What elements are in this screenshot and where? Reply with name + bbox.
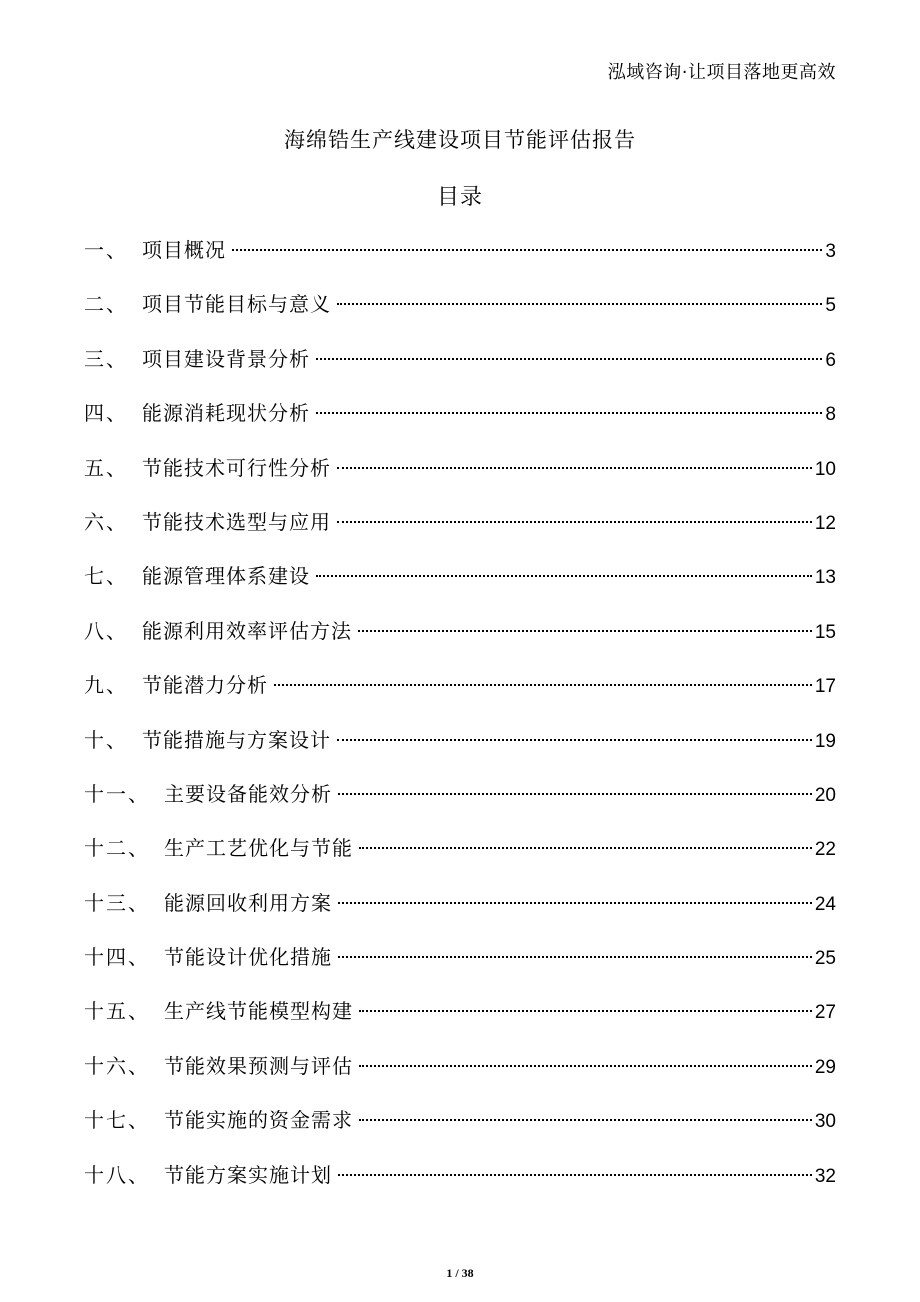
toc-entry-number: 十五、 — [84, 999, 150, 1024]
toc-entry-number: 十一、 — [84, 781, 150, 806]
toc-entry[interactable] — [84, 937, 836, 991]
toc-entry-page: 19 — [814, 730, 836, 752]
toc-entry[interactable] — [84, 665, 836, 719]
toc-entry-title: 节能技术选型与应用 — [142, 509, 331, 534]
toc-dot-leader — [337, 303, 822, 305]
toc-entry-number: 三、 — [84, 346, 128, 371]
toc-entry-page: 15 — [814, 621, 836, 643]
toc-entry-title: 节能措施与方案设计 — [142, 727, 331, 752]
toc-entry[interactable] — [84, 284, 836, 338]
toc-dot-leader — [359, 1065, 812, 1067]
toc-entry-title: 能源管理体系建设 — [142, 564, 310, 589]
toc-dot-leader — [359, 1010, 812, 1012]
toc-dot-leader — [316, 575, 812, 577]
toc-entry-number: 十二、 — [84, 836, 150, 861]
toc-entry[interactable] — [84, 230, 836, 284]
toc-entry[interactable] — [84, 883, 836, 937]
toc-entry-title: 项目节能目标与意义 — [142, 292, 331, 317]
toc-dot-leader — [359, 847, 812, 849]
document-title: 海绵锆生产线建设项目节能评估报告 — [284, 128, 636, 152]
toc-entry-page: 25 — [814, 948, 836, 970]
toc-entry-number: 十七、 — [84, 1108, 150, 1133]
toc-entry-page: 17 — [814, 676, 836, 698]
toc-dot-leader — [338, 793, 812, 795]
toc-entry-page: 22 — [814, 839, 836, 861]
toc-entry[interactable] — [84, 339, 836, 393]
toc-dot-leader — [338, 902, 812, 904]
toc-entry-title: 生产线节能模型构建 — [164, 999, 353, 1024]
toc-entry-page: 6 — [825, 349, 836, 371]
toc-entry[interactable] — [84, 1100, 836, 1154]
toc-entry[interactable] — [84, 448, 836, 502]
toc-entry[interactable] — [84, 1155, 836, 1209]
toc-entry-number: 十六、 — [84, 1053, 150, 1078]
toc-entry-title: 节能方案实施计划 — [164, 1162, 332, 1187]
toc-dot-leader — [359, 1119, 812, 1121]
toc-entry-page: 13 — [814, 567, 836, 589]
toc-dot-leader — [316, 412, 822, 414]
toc-entry-page: 12 — [814, 512, 836, 534]
toc-entry-title: 主要设备能效分析 — [164, 781, 332, 806]
toc-dot-leader — [316, 358, 822, 360]
toc-entry[interactable] — [84, 991, 836, 1045]
toc-entry-title: 项目建设背景分析 — [142, 346, 310, 371]
toc-dot-leader — [358, 630, 812, 632]
toc-entry-number: 十八、 — [84, 1162, 150, 1187]
toc-entry-page: 24 — [814, 893, 836, 915]
toc-entry-page: 3 — [825, 241, 836, 262]
toc-entry-number: 二、 — [84, 292, 128, 317]
toc-entry-title: 生产工艺优化与节能 — [164, 836, 353, 861]
table-of-contents — [84, 230, 836, 1209]
toc-entry-title: 节能技术可行性分析 — [142, 455, 331, 480]
toc-entry-title: 节能实施的资金需求 — [164, 1108, 353, 1133]
toc-entry-title: 能源回收利用方案 — [164, 890, 332, 915]
toc-entry[interactable] — [84, 1046, 836, 1100]
toc-entry-page: 8 — [825, 404, 836, 426]
toc-entry[interactable] — [84, 502, 836, 556]
toc-entry-page: 27 — [814, 1002, 836, 1024]
toc-entry[interactable] — [84, 828, 836, 882]
toc-dot-leader — [274, 684, 812, 686]
toc-entry-page: 20 — [814, 784, 836, 806]
toc-entry-number: 十、 — [84, 727, 128, 752]
toc-entry-page: 5 — [825, 295, 836, 317]
toc-entry-title: 节能效果预测与评估 — [164, 1053, 353, 1078]
toc-entry-number: 一、 — [84, 238, 128, 262]
toc-entry[interactable] — [84, 611, 836, 665]
toc-entry-title: 能源利用效率评估方法 — [142, 618, 352, 643]
toc-entry-number: 八、 — [84, 618, 128, 643]
toc-entry[interactable] — [84, 720, 836, 774]
toc-entry[interactable] — [84, 393, 836, 447]
toc-dot-leader — [337, 739, 812, 741]
toc-entry-page: 30 — [814, 1111, 836, 1133]
toc-entry-number: 十四、 — [84, 945, 150, 970]
toc-dot-leader — [337, 521, 812, 523]
toc-entry-page: 32 — [814, 1165, 836, 1187]
toc-heading: 目录 — [436, 185, 483, 210]
toc-entry-title: 能源消耗现状分析 — [142, 401, 310, 426]
toc-dot-leader — [337, 467, 812, 469]
toc-entry-number: 七、 — [84, 564, 128, 589]
page-indicator: 1 / 38 — [446, 1266, 474, 1280]
toc-entry-page: 29 — [814, 1056, 836, 1078]
toc-dot-leader — [232, 249, 822, 251]
toc-entry-page: 10 — [814, 458, 836, 480]
toc-entry-number: 六、 — [84, 509, 128, 534]
toc-entry-title: 节能潜力分析 — [142, 673, 268, 698]
toc-entry[interactable] — [84, 774, 836, 828]
toc-entry[interactable] — [84, 556, 836, 610]
toc-entry-title: 项目概况 — [142, 238, 226, 262]
toc-entry-title: 节能设计优化措施 — [164, 945, 332, 970]
toc-dot-leader — [338, 956, 812, 958]
toc-entry-number: 九、 — [84, 673, 128, 698]
toc-dot-leader — [338, 1174, 812, 1176]
toc-entry-number: 四、 — [84, 401, 128, 426]
toc-entry-number: 五、 — [84, 455, 128, 480]
toc-entry-number: 十三、 — [84, 890, 150, 915]
header-tagline: 泓域咨询·让项目落地更高效 — [607, 62, 836, 83]
